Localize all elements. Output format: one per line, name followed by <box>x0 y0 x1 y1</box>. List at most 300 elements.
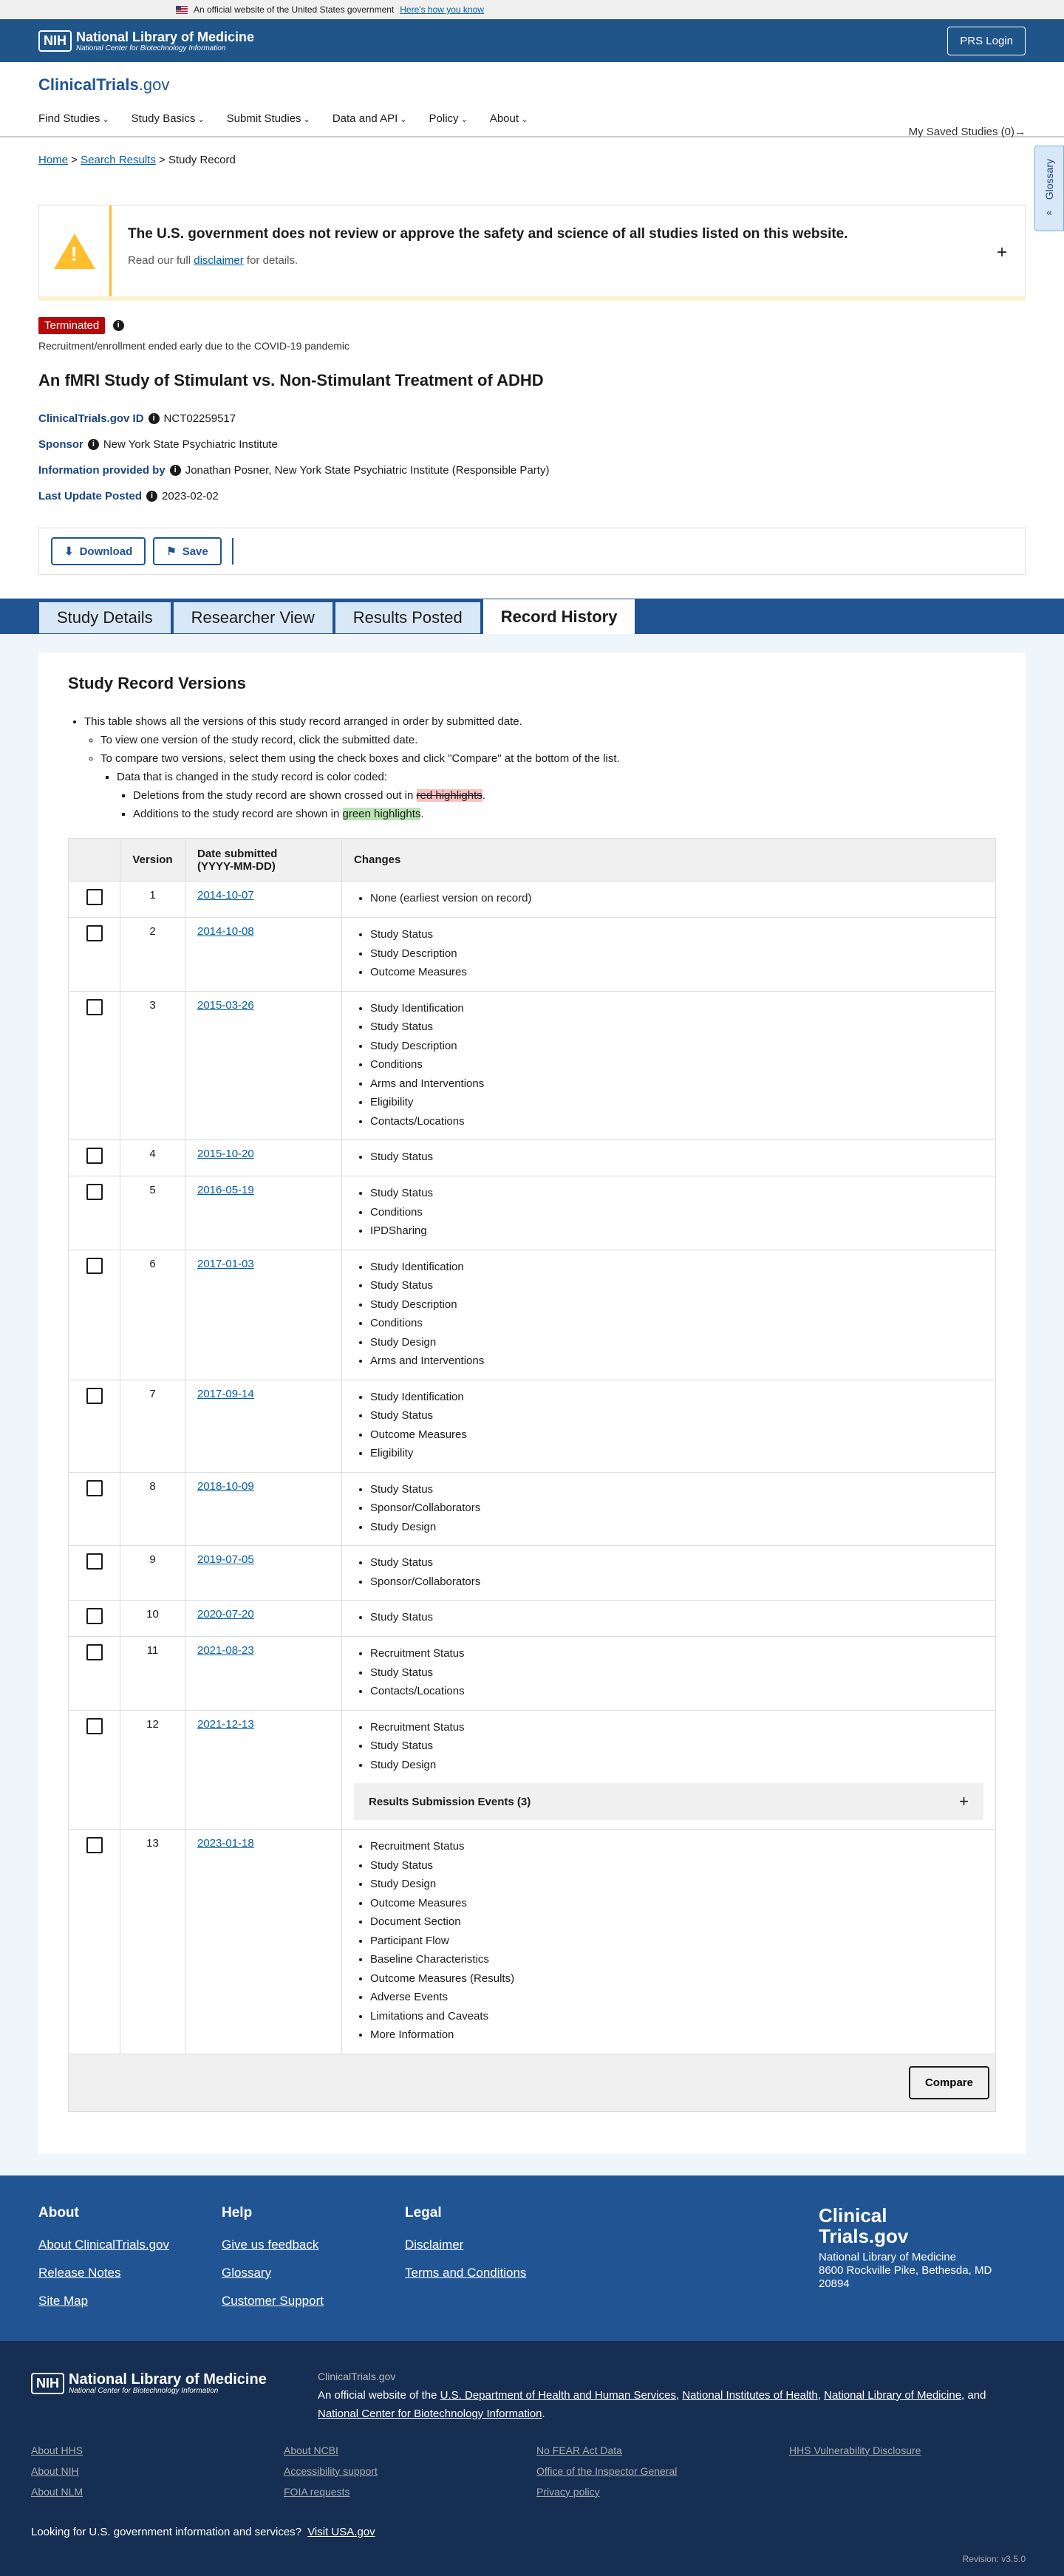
info-icon[interactable]: i <box>149 413 160 424</box>
select-cell <box>69 1601 120 1637</box>
version-checkbox[interactable] <box>86 1480 103 1496</box>
change-item: • Study Status <box>370 1148 983 1167</box>
changes-cell <box>342 1380 996 1472</box>
breadcrumb-search-results[interactable]: Search Results <box>81 154 156 166</box>
table-row <box>69 1250 996 1380</box>
footer-legal <box>405 2205 526 2294</box>
nih-logo[interactable] <box>38 30 254 52</box>
ct-logo-bold: ClinicalTrials <box>38 75 139 94</box>
select-cell <box>69 1250 120 1380</box>
change-item: • Study Description <box>370 1037 983 1056</box>
status-badge: Terminated <box>38 317 105 334</box>
date-cell <box>185 882 342 918</box>
nav-about[interactable]: About ⌄ <box>490 112 528 125</box>
version-number: 1 <box>120 882 185 918</box>
footer-top <box>0 2175 1064 2341</box>
date-cell <box>185 918 342 992</box>
change-item: • Recruitment Status <box>370 1837 983 1856</box>
table-row <box>69 1637 996 1711</box>
compare-button[interactable]: Compare <box>909 2066 989 2099</box>
ncbi-link[interactable]: National Center for Biotechnology Information <box>318 2407 542 2420</box>
change-item: • Outcome Measures (Results) <box>370 1969 983 1989</box>
gov-banner-text: An official website of the United States government <box>194 4 395 15</box>
disclaimer-link[interactable]: disclaimer <box>194 254 244 267</box>
footer-bottom-link[interactable]: Accessibility support <box>284 2464 378 2477</box>
changes-cell <box>342 991 996 1140</box>
changes-list <box>354 1553 983 1591</box>
version-date-link[interactable]: 2019-07-05 <box>197 1553 254 1566</box>
results-submission-events-label: Results Submission Events (3) <box>369 1795 531 1808</box>
usa-gov-link[interactable]: Visit USA.gov <box>307 2525 375 2538</box>
nih-logo-subtitle: National Center for Biotechnology Information <box>76 44 226 52</box>
double-chevron-left-icon: « <box>1046 205 1052 218</box>
date-cell <box>185 1140 342 1176</box>
change-item: • Study Status <box>370 1406 983 1425</box>
change-item: • Conditions <box>370 1314 983 1333</box>
bookmark-icon: ⚑ <box>166 545 177 558</box>
table-row <box>69 882 996 918</box>
compare-row <box>68 2054 996 2112</box>
date-cell <box>185 1830 342 2054</box>
footer-link[interactable]: Disclaimer <box>405 2237 464 2252</box>
change-item: • Study Identification <box>370 1258 983 1277</box>
download-button[interactable] <box>51 537 146 565</box>
version-number: 13 <box>120 1830 185 2054</box>
footer-address-2: 8600 Rockville Pike, Bethesda, MD <box>819 2263 992 2277</box>
changes-list <box>354 1258 983 1371</box>
download-icon: ⬇ <box>64 545 74 558</box>
version-date-link[interactable]: 2017-01-03 <box>197 1257 254 1270</box>
date-cell <box>185 1546 342 1601</box>
version-number: 5 <box>120 1176 185 1250</box>
changes-cell <box>342 918 996 992</box>
version-number: 9 <box>120 1546 185 1601</box>
select-cell <box>69 1140 120 1176</box>
footer-bottom-link[interactable]: About HHS <box>31 2444 83 2456</box>
footer-bottom-link[interactable]: Privacy policy <box>536 2485 600 2498</box>
intro-deletions: ▪ Deletions from the study record are shown crossed out in red highlights. <box>133 786 996 805</box>
official-before: An official website of the <box>318 2388 437 2402</box>
gov-banner <box>0 0 1064 19</box>
select-cell <box>69 1176 120 1250</box>
footer-about-heading: About <box>38 2204 79 2221</box>
change-item: • Eligibility <box>370 1093 983 1112</box>
change-item: • Study Status <box>370 1663 983 1683</box>
versions-intro <box>68 712 996 823</box>
id-label: ClinicalTrials.gov ID <box>38 412 144 425</box>
change-item: • Contacts/Locations <box>370 1682 983 1701</box>
changes-list <box>354 925 983 982</box>
change-item: • Study Design <box>370 1333 983 1352</box>
table-row <box>69 918 996 992</box>
tab-researcher-view[interactable]: Researcher View <box>173 602 333 634</box>
ct-logo-rest: .gov <box>138 75 170 94</box>
col-changes: Changes <box>342 839 996 882</box>
red-highlight-sample: red highlights <box>416 789 482 802</box>
hhs-link[interactable]: U.S. Department of Health and Human Services <box>440 2388 676 2402</box>
footer-nih-title: National Library of Medicine <box>69 2371 267 2388</box>
my-saved-studies-link[interactable]: My Saved Studies (0)→ <box>908 126 1026 138</box>
changes-list <box>354 1480 983 1537</box>
last-update-value: 2023-02-02 <box>162 490 219 502</box>
col-version: Version <box>120 839 185 882</box>
table-row <box>69 1546 996 1601</box>
gov-banner-link[interactable]: Here's how you know <box>400 4 484 15</box>
versions-card <box>38 653 1026 2153</box>
footer-help <box>222 2205 324 2322</box>
footer-brand <box>819 2205 992 2291</box>
meta-id <box>38 412 1026 425</box>
action-bar <box>38 528 1026 575</box>
version-date-link[interactable]: 2014-10-08 <box>197 925 254 938</box>
recruitment-note: Recruitment/enrollment ended early due to the COVID-19 pandemic <box>38 340 349 352</box>
footer-bottom-link[interactable]: About NLM <box>31 2485 83 2498</box>
select-cell <box>69 991 120 1140</box>
footer-link[interactable]: Give us feedback <box>222 2237 319 2252</box>
id-value: NCT02259517 <box>163 412 236 425</box>
change-item: • Study Status <box>370 1737 983 1756</box>
changes-list <box>354 889 983 908</box>
nav-submit-studies[interactable]: Submit Studies ⌄ <box>227 112 310 125</box>
nih-logo-title: National Library of Medicine <box>76 29 255 44</box>
info-provided-value: Jonathan Posner, New York State Psychiatric Institute (Responsible Party) <box>185 464 550 477</box>
intro-line: ◦ To view one version of the study record, click the submitted date. <box>100 731 996 749</box>
change-item: • Study Status <box>370 1018 983 1037</box>
footer-link[interactable]: Glossary <box>222 2265 272 2280</box>
change-item: • Sponsor/Collaborators <box>370 1572 983 1592</box>
footer-bottom-link[interactable]: Office of the Inspector General <box>536 2464 678 2477</box>
change-item: • Study Status <box>370 1608 983 1627</box>
change-item: • Study Status <box>370 1480 983 1499</box>
version-checkbox[interactable] <box>86 1837 103 1853</box>
footer-link[interactable]: Release Notes <box>38 2265 121 2280</box>
change-item: • Participant Flow <box>370 1932 983 1951</box>
change-item: • Study Identification <box>370 1388 983 1407</box>
version-date-link[interactable]: 2015-03-26 <box>197 998 254 1012</box>
footer-bottom-links <box>31 2444 1042 2498</box>
version-checkbox[interactable] <box>86 999 103 1015</box>
changes-list <box>354 1718 983 1775</box>
nih-link[interactable]: National Institutes of Health <box>682 2388 818 2402</box>
change-item: • Study Description <box>370 1295 983 1315</box>
footer-bottom-link[interactable]: HHS Vulnerability Disclosure <box>789 2444 921 2456</box>
tab-record-history[interactable]: Record History <box>482 599 636 634</box>
change-item: • Eligibility <box>370 1444 983 1463</box>
table-row <box>69 1380 996 1472</box>
footer-bottom-link[interactable]: FOIA requests <box>284 2485 350 2498</box>
version-checkbox[interactable] <box>86 1608 103 1624</box>
select-cell <box>69 1830 120 2054</box>
select-cell <box>69 1472 120 1546</box>
footer-about <box>38 2205 169 2322</box>
action-divider <box>232 538 233 565</box>
content-area <box>0 634 1064 2175</box>
select-cell <box>69 1637 120 1711</box>
version-date-link[interactable]: 2015-10-20 <box>197 1148 254 1160</box>
usa-text: Looking for U.S. government information and services? <box>31 2525 302 2538</box>
change-item: • Adverse Events <box>370 1988 983 2007</box>
footer-link[interactable]: Terms and Conditions <box>405 2265 527 2280</box>
versions-table-body <box>69 882 996 2054</box>
change-item: • Outcome Measures <box>370 1425 983 1445</box>
change-item: • Study Status <box>370 1276 983 1295</box>
footer-bottom-link[interactable]: About NIH <box>31 2464 79 2477</box>
changes-cell <box>342 1250 996 1380</box>
changes-cell <box>342 1140 996 1176</box>
version-checkbox[interactable] <box>86 925 103 941</box>
results-submission-events-accordion[interactable] <box>354 1783 983 1820</box>
version-date-link[interactable]: 2020-07-20 <box>197 1608 254 1621</box>
change-item: • Baseline Characteristics <box>370 1950 983 1969</box>
version-checkbox[interactable] <box>86 1148 103 1164</box>
date-cell <box>185 1637 342 1711</box>
version-number: 8 <box>120 1472 185 1546</box>
footer-link[interactable]: Site Map <box>38 2293 89 2308</box>
last-update-label: Last Update Posted <box>38 490 143 502</box>
green-highlight-sample: green highlights <box>342 808 421 820</box>
date-cell <box>185 991 342 1140</box>
date-cell <box>185 1472 342 1546</box>
version-date-link[interactable]: 2014-10-07 <box>197 889 254 902</box>
alert-icon-wrap <box>39 205 112 296</box>
nih-bar <box>0 19 1064 62</box>
version-number: 11 <box>120 1637 185 1711</box>
date-cell <box>185 1176 342 1250</box>
change-item: • Recruitment Status <box>370 1644 983 1663</box>
version-date-link[interactable]: 2023-01-18 <box>197 1837 254 1850</box>
version-number: 6 <box>120 1250 185 1380</box>
version-checkbox[interactable] <box>86 1388 103 1404</box>
change-item: • More Information <box>370 2025 983 2045</box>
footer-address-1: National Library of Medicine <box>819 2250 956 2263</box>
version-checkbox[interactable] <box>86 889 103 905</box>
version-checkbox[interactable] <box>86 1258 103 1274</box>
changes-cell <box>342 1830 996 2054</box>
tab-results-posted[interactable]: Results Posted <box>335 602 481 634</box>
footer-link[interactable]: Customer Support <box>222 2293 324 2308</box>
select-cell <box>69 918 120 992</box>
expand-plus-icon[interactable]: + <box>996 242 1007 262</box>
main-nav <box>38 112 1026 125</box>
changes-cell <box>342 1710 996 1830</box>
versions-table <box>68 838 996 2054</box>
change-item: • Study Identification <box>370 999 983 1018</box>
nav-policy[interactable]: Policy ⌄ <box>429 112 468 125</box>
change-item: • Study Design <box>370 1756 983 1775</box>
col-select <box>69 839 120 882</box>
intro-additions: ▪ Additions to the study record are shown in green highlights. <box>133 805 996 823</box>
changes-cell <box>342 1601 996 1637</box>
footer-link[interactable]: About ClinicalTrials.gov <box>38 2237 169 2252</box>
warning-icon: ! <box>54 234 95 269</box>
date-cell <box>185 1250 342 1380</box>
alert-text-before: Read our full <box>128 254 191 267</box>
version-date-link[interactable]: 2016-05-19 <box>197 1184 254 1196</box>
version-number: 12 <box>120 1710 185 1830</box>
footer-bottom-empty <box>789 2465 1042 2477</box>
revision-text: Revision: v3.5.0 <box>962 2553 1026 2564</box>
versions-heading: Study Record Versions <box>68 674 246 692</box>
version-number: 7 <box>120 1380 185 1472</box>
footer-help-heading: Help <box>222 2204 253 2221</box>
version-number: 10 <box>120 1601 185 1637</box>
change-item: • Sponsor/Collaborators <box>370 1499 983 1518</box>
changes-list <box>354 1837 983 2045</box>
nih-logo-box: NIH <box>38 30 72 52</box>
changes-cell <box>342 1472 996 1546</box>
footer-bottom <box>0 2341 1064 2576</box>
version-checkbox[interactable] <box>86 1718 103 1734</box>
change-item: • Outcome Measures <box>370 963 983 982</box>
info-provided-label: Information provided by <box>38 464 166 477</box>
nav-data-and-api[interactable]: Data and API ⌄ <box>332 112 407 125</box>
prs-login-button[interactable]: PRS Login <box>947 27 1026 55</box>
col-date-line1: Date submitted <box>197 847 278 860</box>
official-small: ClinicalTrials.gov <box>318 2370 396 2382</box>
us-flag-icon <box>176 6 188 14</box>
alert-text <box>128 254 848 267</box>
changes-cell <box>342 882 996 918</box>
change-item: • Outcome Measures <box>370 1894 983 1913</box>
changes-cell <box>342 1546 996 1601</box>
disclaimer-alert <box>38 205 1026 301</box>
table-row <box>69 991 996 1140</box>
nav-study-basics[interactable]: Study Basics ⌄ <box>132 112 205 125</box>
version-number: 4 <box>120 1140 185 1176</box>
alert-text-after: for details. <box>246 254 299 267</box>
changes-list <box>354 1148 983 1167</box>
select-cell <box>69 1710 120 1830</box>
changes-list <box>354 1184 983 1241</box>
version-date-link[interactable]: 2021-08-23 <box>197 1644 254 1657</box>
footer-logo-line2: Trials.gov <box>819 2224 909 2247</box>
select-cell <box>69 1546 120 1601</box>
site-header <box>0 62 1064 137</box>
version-date-link[interactable]: 2018-10-09 <box>197 1479 254 1493</box>
usa-gov-line <box>31 2526 375 2538</box>
table-row <box>69 1176 996 1250</box>
official-notice: ClinicalTrials.gov An official website of the U.S. Department of Health and Human Services, National Institutes of Health, National Library of Medicine, and National Center for Biotechnology Information. <box>318 2368 1027 2423</box>
nlm-link[interactable]: National Library of Medicine <box>824 2388 962 2402</box>
change-item: • Study Design <box>370 1875 983 1894</box>
changes-cell <box>342 1637 996 1711</box>
changes-cell <box>342 1176 996 1250</box>
changes-list <box>354 999 983 1131</box>
breadcrumb-home[interactable]: Home <box>38 154 69 166</box>
changes-list <box>354 1608 983 1627</box>
version-date-link[interactable]: 2021-12-13 <box>197 1717 254 1731</box>
save-button[interactable] <box>153 537 222 565</box>
col-date-line2: (YYYY-MM-DD) <box>197 859 276 873</box>
version-checkbox[interactable] <box>86 1553 103 1570</box>
breadcrumb: Home > Search Results > Study Record <box>38 154 236 166</box>
footer-nih-logo[interactable] <box>31 2372 267 2395</box>
date-cell <box>185 1601 342 1637</box>
table-row <box>69 1140 996 1176</box>
footer-bottom-link[interactable]: About NCBI <box>284 2444 338 2456</box>
sponsor-value: New York State Psychiatric Institute <box>103 438 278 451</box>
footer-logo[interactable] <box>819 2205 992 2246</box>
intro-line: • This table shows all the versions of this study record arranged in order by submitted date. <box>84 712 996 731</box>
intro-line: ◦ To compare two versions, select them using the check boxes and click "Compare" at the bottom of the list. <box>100 749 996 768</box>
change-item: • Recruitment Status <box>370 1718 983 1737</box>
change-item: • Limitations and Caveats <box>370 2007 983 2026</box>
footer-nih-subtitle: National Center for Biotechnology Information <box>69 2386 219 2395</box>
add-text: Additions to the study record are shown in <box>133 808 340 820</box>
change-item: • Study Design <box>370 1518 983 1537</box>
change-item: • IPDSharing <box>370 1221 983 1241</box>
meta-last-update <box>38 490 1026 502</box>
changes-list <box>354 1644 983 1701</box>
ct-logo[interactable] <box>38 75 1026 95</box>
change-item: • Study Status <box>370 1184 983 1203</box>
alert-title: The U.S. government does not review or approve the safety and science of all studies listed on this website. <box>128 226 848 242</box>
tab-study-details[interactable]: Study Details <box>38 602 171 634</box>
footer-bottom-empty <box>789 2486 1042 2498</box>
glossary-tab-label: Glossary <box>1043 159 1055 200</box>
change-item: • Arms and Interventions <box>370 1352 983 1371</box>
sponsor-label: Sponsor <box>38 438 83 451</box>
table-row <box>69 1710 996 1830</box>
plus-icon: + <box>959 1792 969 1810</box>
meta-info-provided <box>38 464 1026 477</box>
date-cell <box>185 1710 342 1830</box>
intro-line: ▪ Data that is changed in the study record is color coded: <box>117 768 996 786</box>
date-cell <box>185 1380 342 1472</box>
tab-bar <box>0 599 1064 634</box>
download-label: Download <box>79 545 133 558</box>
meta-sponsor <box>38 438 1026 451</box>
footer-address-3: 20894 <box>819 2277 850 2290</box>
version-number: 3 <box>120 991 185 1140</box>
glossary-tab[interactable] <box>1034 146 1064 231</box>
info-icon[interactable]: i <box>88 439 99 450</box>
table-row <box>69 1830 996 2054</box>
select-cell <box>69 882 120 918</box>
study-header <box>0 301 1064 502</box>
save-label: Save <box>182 545 208 558</box>
info-icon[interactable]: i <box>113 320 124 331</box>
change-item: • Contacts/Locations <box>370 1112 983 1131</box>
change-item: • Study Description <box>370 944 983 964</box>
footer-nih-box: NIH <box>31 2373 64 2394</box>
info-icon[interactable]: i <box>170 465 181 476</box>
change-item: • Document Section <box>370 1912 983 1932</box>
footer-bottom-link[interactable]: No FEAR Act Data <box>536 2444 622 2456</box>
table-row <box>69 1601 996 1637</box>
change-item: • Study Status <box>370 1553 983 1572</box>
info-icon[interactable]: i <box>146 491 157 502</box>
version-number: 2 <box>120 918 185 992</box>
version-date-link[interactable]: 2017-09-14 <box>197 1387 254 1400</box>
change-item: • Study Status <box>370 925 983 944</box>
changes-list <box>354 1388 983 1463</box>
study-title: An fMRI Study of Stimulant vs. Non-Stimulant Treatment of ADHD <box>38 371 544 389</box>
change-item: • Study Status <box>370 1856 983 1875</box>
del-text: Deletions from the study record are shown crossed out in <box>133 789 414 802</box>
change-item: • None (earliest version on record) <box>370 889 983 908</box>
change-item: • Conditions <box>370 1055 983 1074</box>
change-item: • Arms and Interventions <box>370 1074 983 1094</box>
version-checkbox[interactable] <box>86 1644 103 1660</box>
nav-find-studies[interactable]: Find Studies ⌄ <box>38 112 109 125</box>
select-cell <box>69 1380 120 1472</box>
table-row <box>69 1472 996 1546</box>
version-checkbox[interactable] <box>86 1184 103 1200</box>
breadcrumb-current: Study Record <box>168 154 236 166</box>
footer-legal-heading: Legal <box>405 2204 442 2221</box>
footer-logo-line1: Clinical <box>819 2204 887 2226</box>
